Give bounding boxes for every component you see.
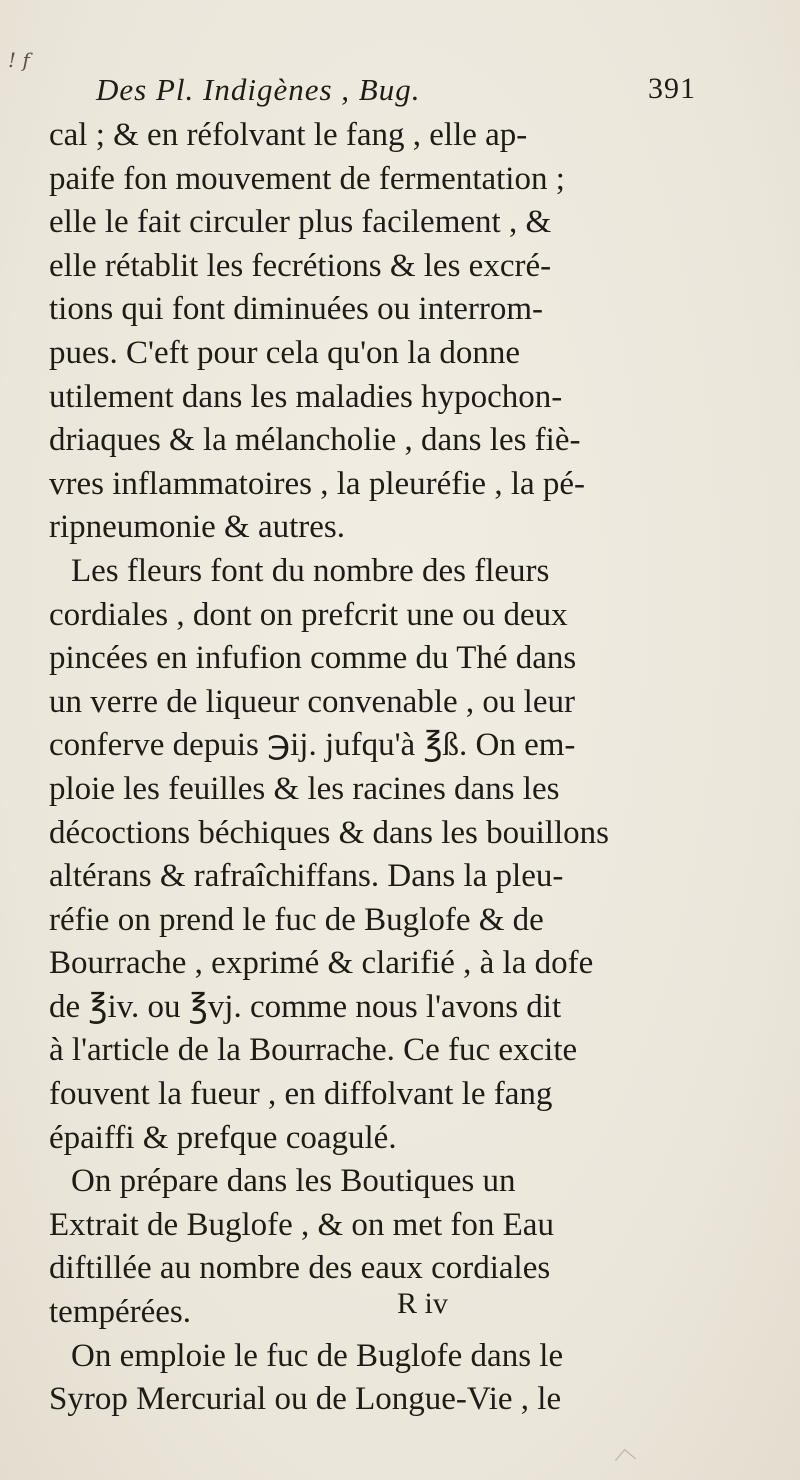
- text-line: décoctions béchiques & dans les bouillons: [49, 814, 609, 851]
- text-line: altérans & rafraîchiffans. Dans la pleu-: [49, 858, 564, 895]
- text-line: tions qui font diminuées ou interrom-: [49, 291, 544, 328]
- running-header: [96, 72, 696, 120]
- text-line: fouvent la fueur , en diffolvant le fang: [49, 1076, 553, 1113]
- header-title: Des Pl. Indigènes , Bug.: [96, 72, 421, 107]
- signature-mark: R iv: [397, 1287, 448, 1320]
- text-line: diftillée au nombre des eaux cordiales: [49, 1250, 551, 1287]
- text-line: conferve depuis ℈ij. jufqu'à ℥ß. On em-: [49, 727, 576, 764]
- text-line: ripneumonie & autres.: [49, 509, 346, 546]
- text-line: cal ; & en réfolvant le fang , elle ap-: [49, 117, 528, 153]
- paragraph-start-line: On prépare dans les Boutiques un: [71, 1163, 516, 1200]
- paragraph-start-line: Les fleurs font du nombre des fleurs: [71, 552, 550, 589]
- page-number: 391: [648, 72, 696, 105]
- text-line: tempérées.: [49, 1294, 192, 1331]
- paragraph-start-line: On emploie le fuc de Buglofe dans le: [71, 1337, 564, 1374]
- margin-mark: ! f: [8, 48, 30, 72]
- text-line: réfie on prend le fuc de Buglofe & de: [49, 901, 544, 938]
- paper-speck: [615, 1449, 636, 1470]
- text-line: Extrait de Buglofe , & on met fon Eau: [49, 1206, 554, 1243]
- text-line: utilement dans les maladies hypochon-: [49, 378, 563, 415]
- text-line: elle rétablit les fecrétions & les excré-: [49, 247, 552, 284]
- text-line: de ℥iv. ou ℥vj. comme nous l'avons dit: [49, 988, 562, 1025]
- text-line: elle le fait circuler plus facilement , &: [49, 204, 552, 241]
- text-line: épaiffi & prefque coagulé.: [49, 1119, 397, 1156]
- text-line: ploie les feuilles & les racines dans les: [49, 770, 560, 807]
- text-line: à l'article de la Bourrache. Ce fuc excite: [49, 1032, 578, 1069]
- text-line: pincées en infufion comme du Thé dans: [49, 640, 577, 677]
- text-line: Syrop Mercurial ou de Longue-Vie , le: [49, 1381, 562, 1418]
- text-line: paife fon mouvement de fermentation ;: [49, 160, 565, 197]
- text-line: cordiales , dont on prefcrit une ou deux: [49, 596, 568, 633]
- text-line: vres inflammatoires , la pleuréfie , la pé-: [49, 465, 586, 502]
- text-line: driaques & la mélancholie , dans les fiè-: [49, 422, 581, 459]
- text-line: un verre de liqueur convenable , ou leur: [49, 683, 575, 720]
- body-text: [49, 114, 749, 1422]
- text-line: pues. C'eft pour cela qu'on la donne: [49, 334, 521, 371]
- text-line: Bourrache , exprimé & clarifié , à la dofe: [49, 945, 594, 982]
